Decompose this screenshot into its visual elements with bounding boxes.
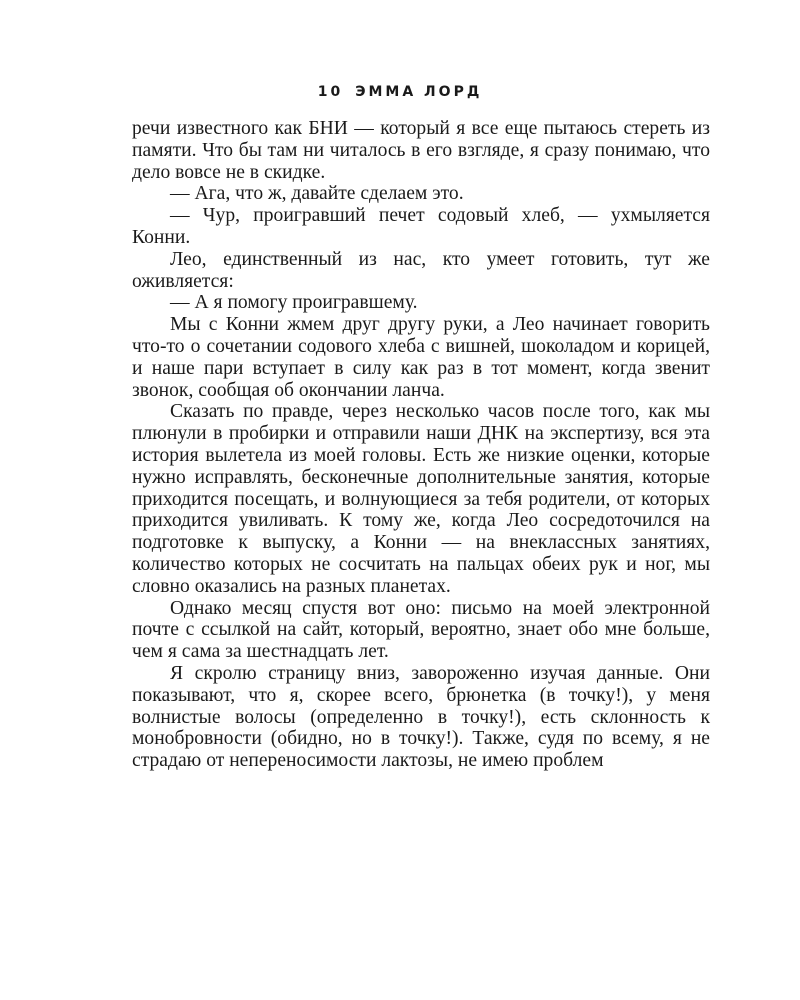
paragraph: Сказать по правде, через несколько часов после того, как мы плюнули в пробирки и отправили наши ДНК на экспертизу, вся эта история вылетела из моей головы. Есть же низкие оценки, которые нужно исправлять, бесконечные дополнительные занятия, которые приходится посещать, и волнующиеся за тебя родители, от которых приходится увиливать. К тому же, когда Лео сосредоточился на подготовке к выпуску, а Конни — на внеклассных занятиях, количество которых не сосчитать на пальцах обеих рук и ног, мы словно оказались на разных планетах.: [132, 401, 710, 597]
paragraph: Однако месяц спустя вот оно: письмо на моей электронной почте с ссылкой на сайт, который, вероятно, знает обо мне больше, чем я сама за шестнадцать лет.: [132, 597, 710, 663]
body-text: [132, 118, 710, 772]
page-number: 10: [317, 84, 344, 100]
running-head: [0, 84, 800, 100]
paragraph: Мы с Конни жмем друг другу руки, а Лео начинает говорить что-то о сочетании содового хлеба с вишней, шоколадом и корицей, и наше пари вступает в силу как раз в тот момент, когда звенит звонок, сообщая об окончании ланча.: [132, 314, 710, 401]
author-name: ЭММА ЛОРД: [355, 84, 483, 100]
paragraph-dialogue: — Чур, проигравший печет содовый хлеб, — ухмыляется Конни.: [132, 205, 710, 248]
paragraph-dialogue: — Ага, что ж, давайте сделаем это.: [170, 183, 464, 205]
paragraph: Лео, единственный из нас, кто умеет готовить, тут же оживляется:: [132, 248, 710, 292]
paragraph-continued: речи известного как БНИ — который я все еще пытаюсь стереть из памяти. Что бы там ни читалось в его взгляде, я сразу понимаю, что дело вовсе не в скидке.: [132, 118, 710, 183]
paragraph-dialogue: — А я помогу проигравшему.: [170, 292, 418, 314]
paragraph: Я скролю страницу вниз, завороженно изучая данные. Они показывают, что я, скорее всего, брюнетка (в точку!), у меня волнистые волосы (определенно в точку!), есть склонность к монобровности (обидно, но в точку!). Также, судя по всему, я не страдаю от непереносимости лактозы, не имею проблем: [132, 662, 710, 772]
